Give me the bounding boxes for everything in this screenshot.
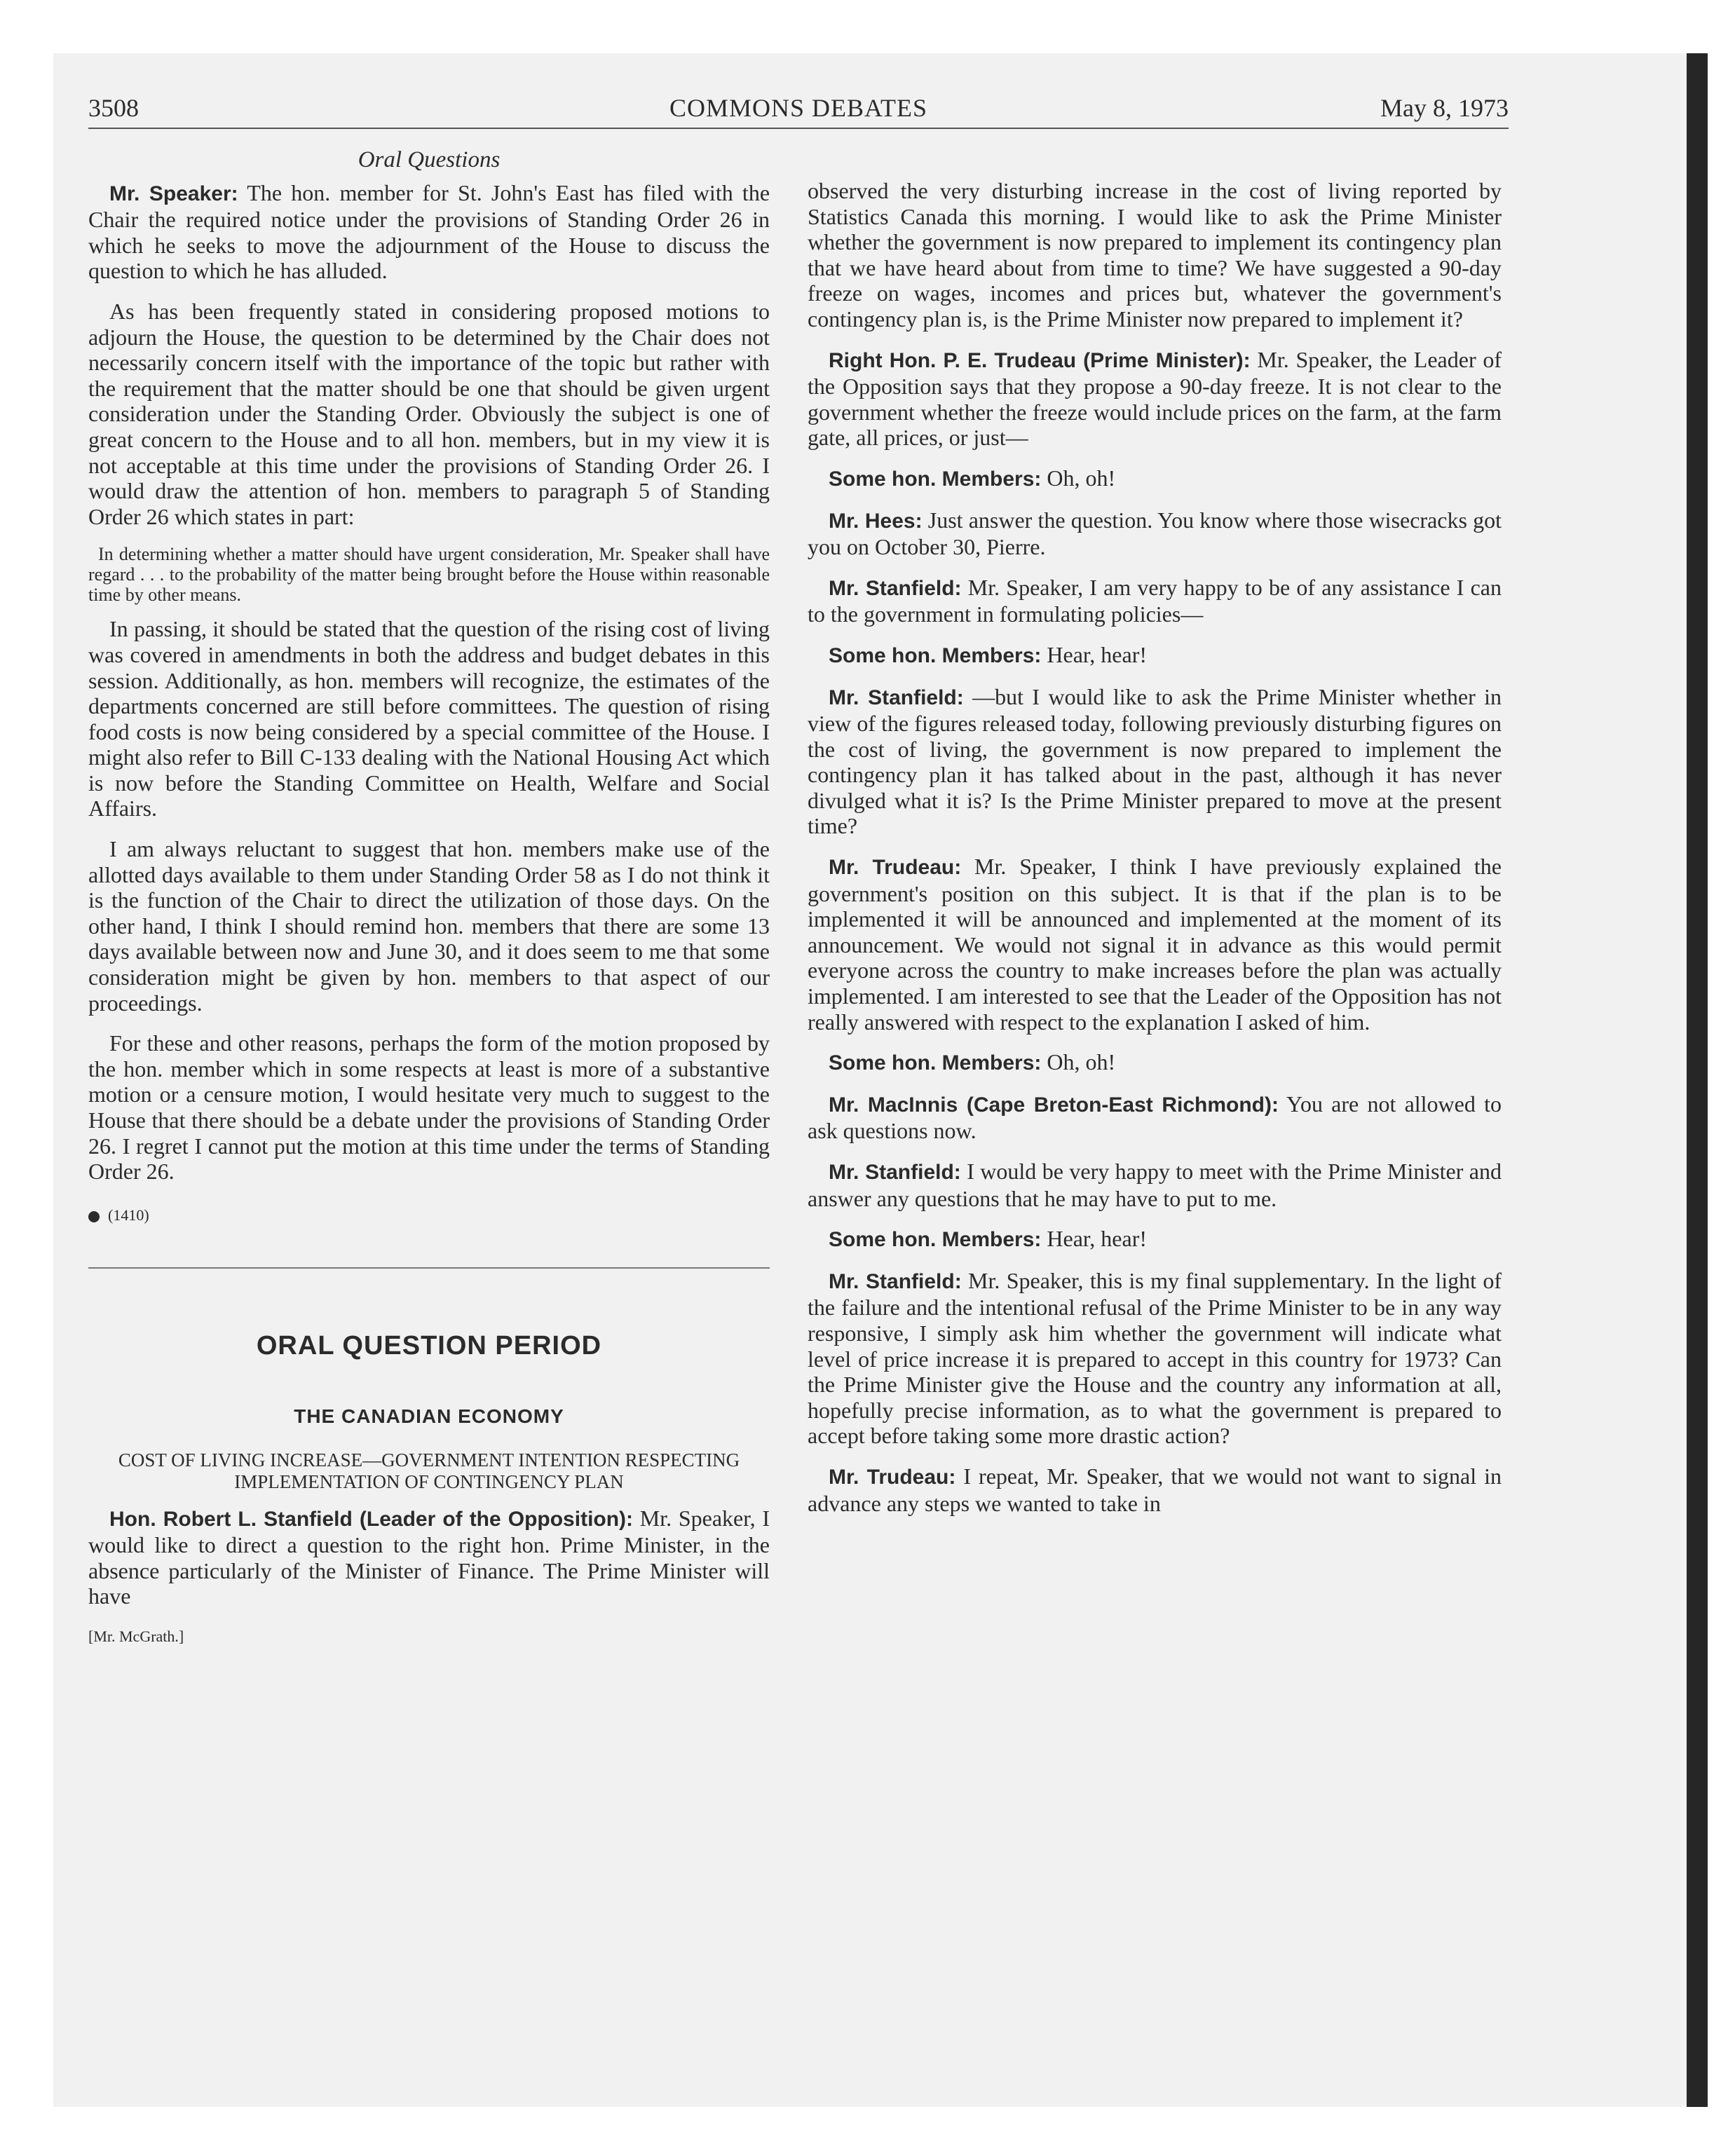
paragraph: In passing, it should be stated that the question of the rising cost of living was covered in amendments in both the address and budget debates in this session. Additionally, as hon. members will recognize, the estimates of the departments concerned are still before committees. The question of rising food costs is now being considered by a special committee of the House. I might also refer to Bill C-133 dealing with the National Housing Act which is now before the Standing Committee on Health, Welfare and Social Affairs. — [88, 616, 770, 821]
topic-heading: COST OF LIVING INCREASE—GOVERNMENT INTENTION RESPECTING IMPLEMENTATION OF CONTINGENCY PLAN — [118, 1449, 740, 1492]
paragraph: Mr. Hees: Just answer the question. You know where those wisecracks got you on October 30, Pierre. — [808, 507, 1502, 560]
speaker-name: Mr. Trudeau: — [829, 856, 962, 880]
paragraph: I am always reluctant to suggest that hon. members make use of the allotted days available to them under Standing Order 58 as I do not think it is the function of the Chair to direct the utilization of those days. On the other hand, I think I should remind hon. members that there are some 13 days available between now and June 30, and it does seem to me that some consideration might be given by hon. members to that aspect of our proceedings. — [88, 836, 770, 1016]
speaker-name: Hon. Robert L. Stanfield (Leader of the Opposition): — [109, 1507, 634, 1531]
publication-date: May 8, 1973 — [1380, 94, 1509, 122]
speaker-name: Mr. MacInnis (Cape Breton-East Richmond): — [829, 1093, 1279, 1117]
paragraph: Mr. Stanfield: Mr. Speaker, this is my final supplementary. In the light of the failure and the intentional refusal of the Prime Minister to be in any way responsive, I simply ask him whether the government will indicate what level of price increase it is prepared to accept in this country for 1973? Can the Prime Minister give the House and the country any information at all, hopefully precise information, as to what the government is prepared to accept before taking some more drastic action? — [808, 1267, 1502, 1449]
section-divider — [88, 1267, 770, 1269]
speaker-name: Mr. Stanfield: — [829, 1269, 962, 1293]
paragraph: Mr. Stanfield: I would be very happy to meet with the Prime Minister and answer any questions that he may have to put to me. — [808, 1159, 1502, 1211]
speaker-name: Some hon. Members: — [829, 1228, 1042, 1252]
paragraph: Some hon. Members: Oh, oh! — [829, 1049, 1116, 1075]
paragraph: Some hon. Members: Hear, hear! — [829, 1226, 1147, 1252]
paragraph: Mr. Stanfield: Mr. Speaker, I am very happy to be of any assistance I can to the government in formulating policies— — [808, 574, 1502, 627]
page-footer-note: [Mr. McGrath.] — [88, 1627, 184, 1645]
timestamp: (1410) — [88, 1203, 770, 1229]
speaker-name: Some hon. Members: — [829, 643, 1042, 667]
section-heading: ORAL QUESTION PERIOD — [256, 1331, 602, 1361]
right-column — [808, 178, 1502, 1531]
paragraph: For these and other reasons, perhaps the form of the motion proposed by the hon. member which in some respects at least is more of a substantive motion or a censure motion, I would hesitate very much to suggest to the House that there should be a debate under the provisions of Standing Order 26. I regret I cannot put the motion at this time under the terms of Standing Order 26. — [88, 1030, 770, 1185]
paragraph: Some hon. Members: Oh, oh! — [829, 465, 1116, 491]
speaker-name: Mr. Stanfield: — [829, 685, 964, 709]
publication-title: COMMONS DEBATES — [669, 94, 928, 122]
speaker-name: Mr. Stanfield: — [829, 1161, 961, 1184]
speaker-name: Mr. Trudeau: — [829, 1465, 956, 1489]
paragraph: As has been frequently stated in considering proposed motions to adjourn the House, the question to be determined by the Chair does not necessarily concern itself with the importance of the topic but rather with the requirement that the matter should be one that should be given urgent consideration under the Standing Order. Obviously the subject is one of great concern to the House and to all hon. members, but in my view it is not acceptable at this time under the provisions of Standing Order 26. I would draw the attention of hon. members to paragraph 5 of Standing Order 26 which states in part: — [88, 298, 770, 529]
bullet-dot-icon — [88, 1211, 100, 1222]
paragraph: Right Hon. P. E. Trudeau (Prime Minister): Mr. Speaker, the Leader of the Opposition says that they propose a 90-day freeze. It is not clear to the government whether the freeze would include prices on the farm, at the farm gate, all prices, or just— — [808, 346, 1502, 451]
subheading: THE CANADIAN ECONOMY — [294, 1405, 564, 1427]
paragraph: Some hon. Members: Hear, hear! — [829, 641, 1147, 667]
speaker-name: Some hon. Members: — [829, 1051, 1042, 1075]
speaker-name: Right Hon. P. E. Trudeau (Prime Minister): — [829, 348, 1251, 372]
paragraph: Mr. Stanfield: —but I would like to ask the Prime Minister whether in view of the figures released today, following previously disturbing figures on the cost of living, the government is now prepared to implement the contingency plan it has talked about in the past, although it has never divulged what it is? Is the Prime Minister prepared to move at the present time? — [808, 683, 1502, 839]
paragraph: Mr. Trudeau: Mr. Speaker, I think I have previously explained the government's position on this subject. It is that if the plan is to be implemented it will be announced and implemented at the moment of its announcement. We would not signal it in advance as this would permit everyone across the country to make increases before the plan was actually implemented. I am interested to see that the Leader of the Opposition has not really answered with respect to the explanation I asked of him. — [808, 854, 1502, 1035]
speaker-name: Mr. Hees: — [829, 509, 923, 533]
page-header — [88, 91, 1509, 129]
paragraph: Mr. MacInnis (Cape Breton-East Richmond): You are not allowed to ask questions now. — [808, 1091, 1502, 1144]
left-column — [88, 147, 770, 1650]
section-label: Oral Questions — [358, 147, 501, 172]
speaker-name: Some hon. Members: — [829, 467, 1042, 491]
speaker-name: Mr. Stanfield: — [829, 576, 962, 600]
scan-edge-shadow — [1687, 53, 1708, 2107]
paragraph: Mr. Trudeau: I repeat, Mr. Speaker, that we would not want to signal in advance any steps we wanted to take in — [808, 1463, 1502, 1516]
block-quote: In determining whether a matter should have urgent consideration, Mr. Speaker shall have regard . . . to the probability of the matter being brought before the House within reasonable time by other means. — [88, 544, 770, 606]
page-number: 3508 — [88, 94, 139, 122]
speaker-name: Mr. Speaker: — [109, 182, 238, 205]
paragraph: observed the very disturbing increase in the cost of living reported by Statistics Canada this morning. I would like to ask the Prime Minister whether the government is now prepared to implement its contingency plan that we have heard about from time to time? We have suggested a 90-day freeze on wages, incomes and prices but, whatever the government's contingency plan is, is the Prime Minister now prepared to implement it? — [808, 178, 1502, 332]
paragraph: Mr. Speaker: The hon. member for St. John's East has filed with the Chair the required notice under the provisions of Standing Order 26 in which he seeks to move the adjournment of the House to discuss the question to which he has alluded. — [88, 179, 770, 284]
paragraph: Hon. Robert L. Stanfield (Leader of the Opposition): Mr. Speaker, I would like to direct a question to the right hon. Prime Minister, in the absence particularly of the Minister of Finance. The Prime Minister will have — [88, 1505, 770, 1609]
